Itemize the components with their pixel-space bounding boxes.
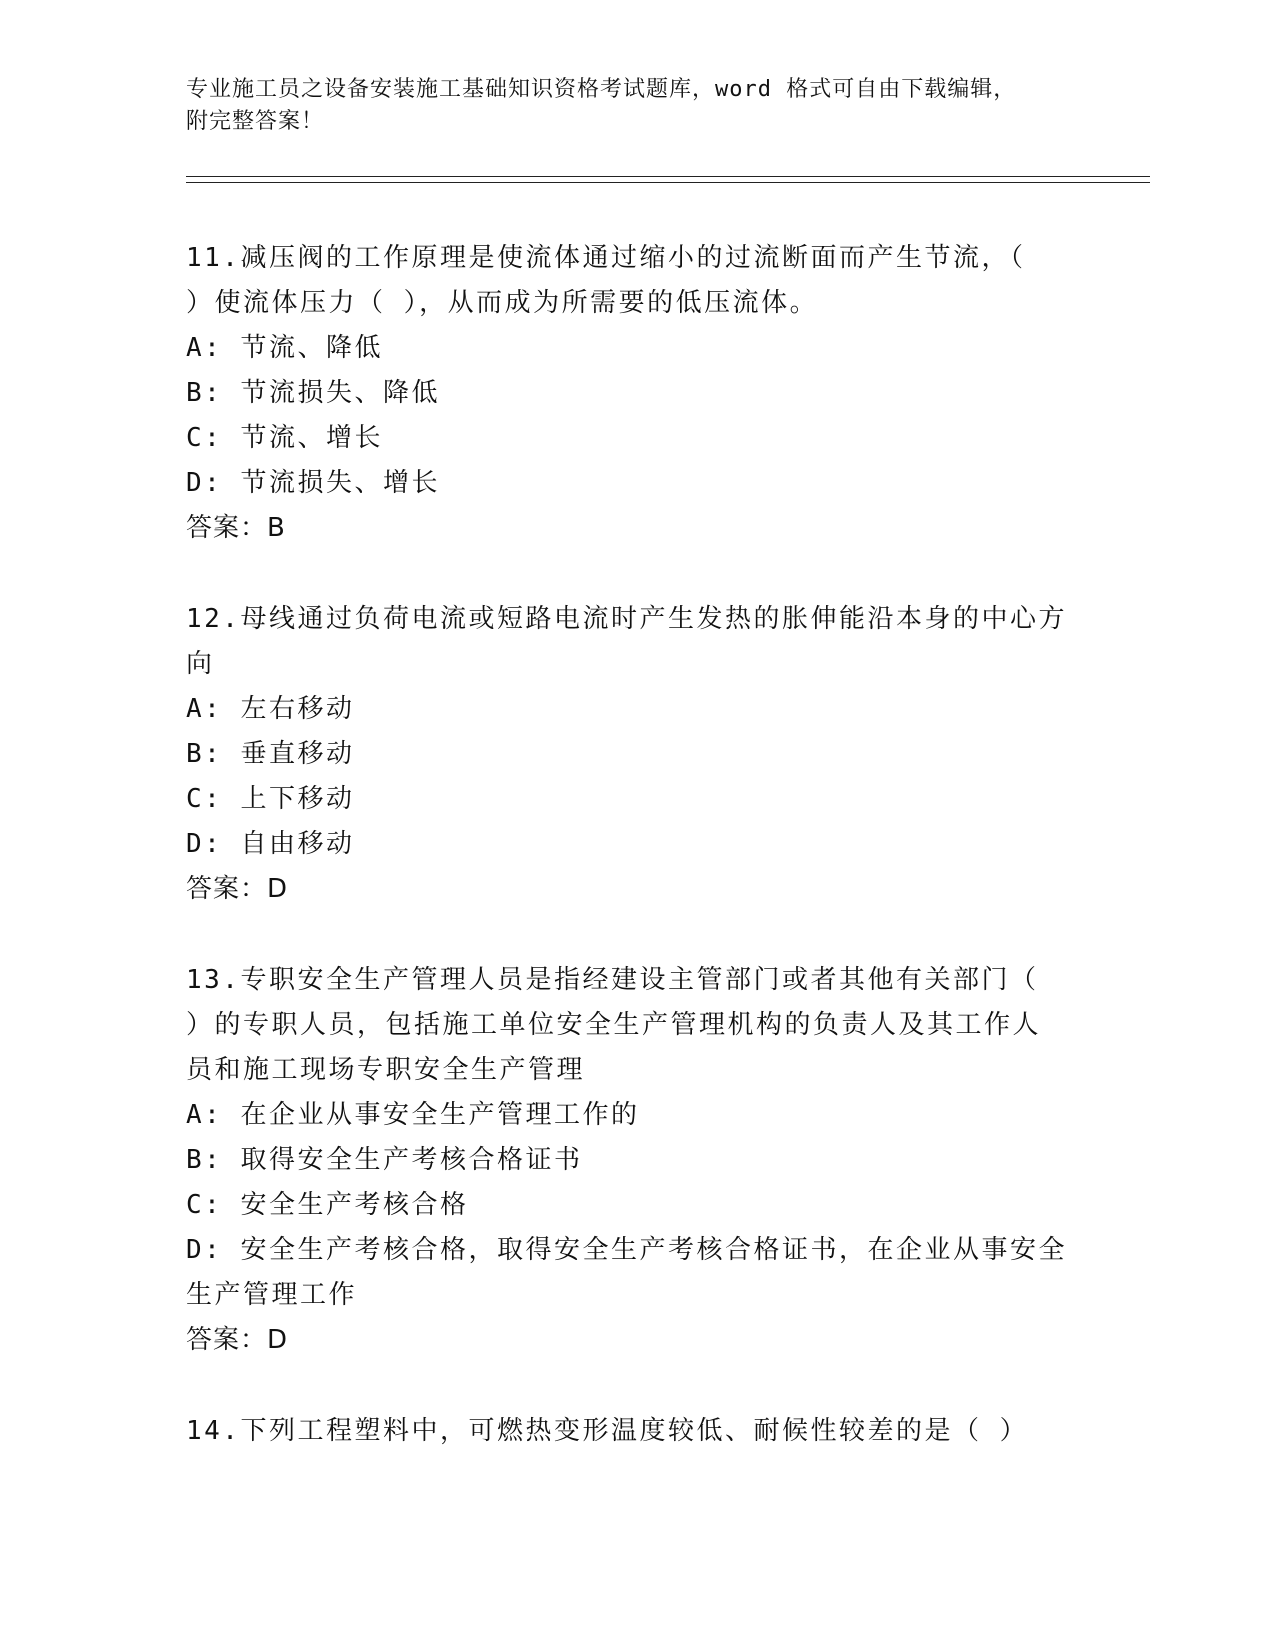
answer-option: B: 取得安全生产考核合格证书 — [186, 1145, 583, 1175]
answer-key: 答案：D — [186, 874, 289, 904]
header-line-2: 附完整答案！ — [186, 109, 325, 134]
answer-option: C: 节流、增长 — [186, 423, 383, 453]
answer-option: D: 安全生产考核合格，取得安全生产考核合格证书，在企业从事安全 — [186, 1235, 1067, 1265]
question-list — [186, 236, 1086, 1500]
answer-option: C: 上下移动 — [186, 784, 355, 814]
question-4 — [186, 1409, 1086, 1454]
question-stem-line: ）使流体压力（ ），从而成为所需要的低压流体。 — [186, 288, 819, 318]
answer-key: 答案：D — [186, 1325, 289, 1355]
question-3 — [186, 958, 1086, 1363]
question-stem-line: 11.减压阀的工作原理是使流体通过缩小的过流断面而产生节流，（ — [186, 243, 1026, 273]
question-stem-line: 向 — [186, 649, 215, 679]
answer-key: 答案：B — [186, 513, 286, 543]
header-line-1: 专业施工员之设备安装施工基础知识资格考试题库，word 格式可自由下载编辑， — [186, 77, 1017, 102]
header-rule-bottom — [186, 182, 1150, 183]
document-header — [186, 74, 1066, 138]
answer-option: A: 左右移动 — [186, 694, 355, 724]
question-2 — [186, 597, 1086, 912]
answer-option: A: 在企业从事安全生产管理工作的 — [186, 1100, 640, 1130]
answer-option: B: 节流损失、降低 — [186, 378, 440, 408]
answer-option: D: 节流损失、增长 — [186, 468, 440, 498]
answer-option: C: 安全生产考核合格 — [186, 1190, 469, 1220]
answer-option: B: 垂直移动 — [186, 739, 355, 769]
question-stem-line: 员和施工现场专职安全生产管理 — [186, 1055, 586, 1085]
answer-option: A: 节流、降低 — [186, 333, 383, 363]
question-1 — [186, 236, 1086, 551]
answer-option: 生产管理工作 — [186, 1280, 358, 1310]
question-stem-line: ）的专职人员，包括施工单位安全生产管理机构的负责人及其工作人 — [186, 1010, 1042, 1040]
header-rule-top — [186, 176, 1150, 177]
question-stem-line: 13.专职安全生产管理人员是指经建设主管部门或者其他有关部门（ — [186, 965, 1039, 995]
question-stem-line: 12.母线通过负荷电流或短路电流时产生发热的胀伸能沿本身的中心方 — [186, 604, 1067, 634]
question-stem-line: 14.下列工程塑料中，可燃热变形温度较低、耐候性较差的是（ ） — [186, 1416, 1029, 1446]
answer-option: D: 自由移动 — [186, 829, 355, 859]
